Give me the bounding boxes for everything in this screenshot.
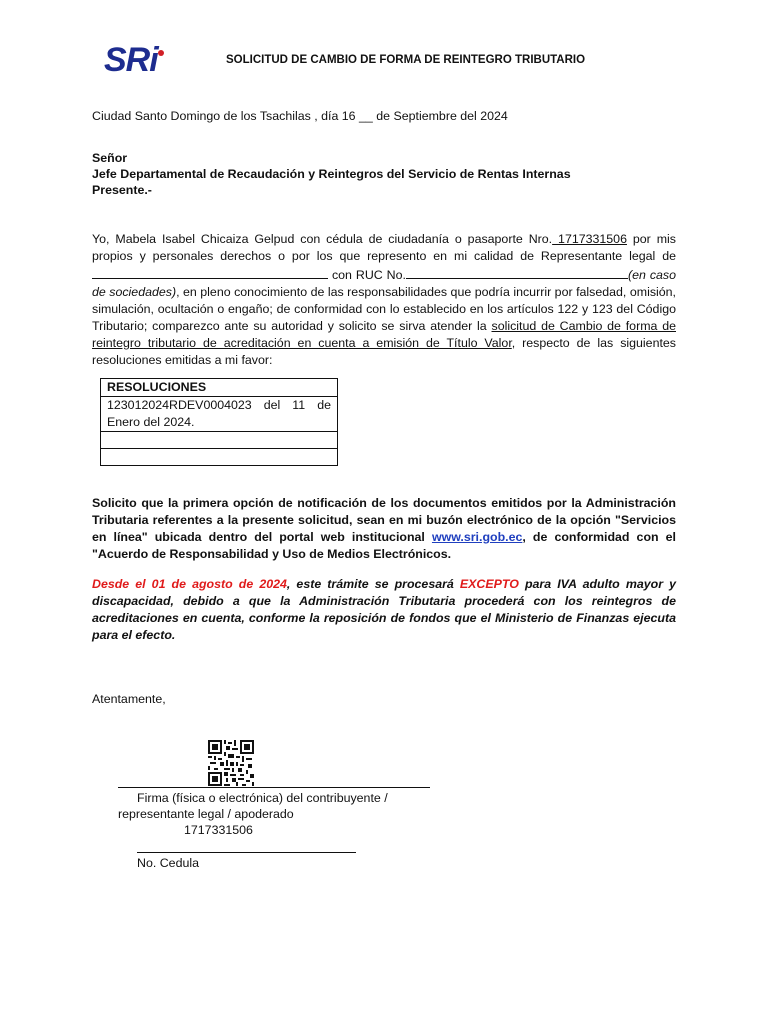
resolution-row-empty <box>101 432 338 449</box>
sri-logo-text: SRi <box>104 41 158 79</box>
cedula-label: No. Cedula <box>137 856 199 870</box>
resolutions-header: RESOLUCIONES <box>101 379 338 397</box>
city-date-line: Ciudad Santo Domingo de los Tsachilas , día 16 __ de Septiembre del 2024 <box>92 109 508 123</box>
request-type: solicitud de Cambio de forma de reintegro tributario de acreditación en cuenta a emisión de Título Valor <box>92 319 676 350</box>
signature-caption-2: representante legal / apoderado <box>118 807 294 821</box>
body-ruc: con RUC No. <box>328 268 406 282</box>
signature-caption-1: Firma (física o electrónica) del contribuyente / <box>137 791 388 805</box>
body-sociedades: (en caso de sociedades) <box>92 268 677 299</box>
notice-paragraph <box>92 576 676 644</box>
document-title: SOLICITUD DE CAMBIO DE FORMA DE REINTEGRO TRIBUTARIO <box>226 54 586 66</box>
request-paragraph <box>92 231 676 369</box>
body-conocimiento: , en pleno conocimiento de las responsabilidades que podría incurrir por falsedad, omisión, simulación, ocultación o engaño; de conformidad con lo establecido en los artículos 122 y 123 del Código Tributario; comparezco ante su autoridad y solicito se sirva atender la <box>92 285 676 333</box>
representative-blank <box>92 265 328 279</box>
body-intro: Yo, Mabela Isabel Chicaiza Gelpud con cédula de ciudadanía o pasaporte Nro. <box>92 232 553 246</box>
resolutions-table <box>100 378 338 466</box>
sri-website-link[interactable]: www.sri.gob.ec <box>431 530 523 544</box>
signature-line <box>118 787 430 788</box>
sri-logo <box>104 40 168 80</box>
notice-excepto: EXCEPTO <box>459 577 519 591</box>
cedula-number: 1717331506 <box>184 823 253 837</box>
resolution-row-empty <box>101 449 338 466</box>
notification-text-end: , de conformidad con el "Acuerdo de Responsabilidad y Uso de Medios Electrónicos. <box>92 530 676 561</box>
notification-text: Solicito que la primera opción de notificación de los documentos emitidos por la Administración Tributaria referentes a la presente solicitud, sean en mi buzón electrónico de la opción "Servicios en línea" ubicada dentro del portal web institucional <box>92 496 676 544</box>
body-respecto: , respecto de las siguientes resoluciones emitidas a mi favor: <box>92 336 676 367</box>
notice-text: , este trámite se procesará <box>286 577 460 591</box>
notification-paragraph <box>92 495 676 563</box>
closing: Atentamente, <box>92 692 166 706</box>
notice-date: Desde el 01 de agosto de 2024 <box>92 577 287 591</box>
resolution-row: 123012024RDEV0004023 del 11 de Enero del 2024. <box>101 397 338 432</box>
body-rep: por mis propios y personales derechos o por los que represento en mi calidad de Representante legal de <box>92 232 676 263</box>
salutation: Señor <box>92 151 128 165</box>
presente: Presente.- <box>92 183 152 197</box>
id-number: 1717331506 <box>552 232 627 246</box>
logo-dot <box>158 50 164 56</box>
ruc-blank <box>406 265 628 279</box>
cedula-line <box>137 852 356 853</box>
qr-code-icon <box>208 740 254 786</box>
notice-text-end: para IVA adulto mayor y discapacidad, debido a que la Administración Tributaria procederá con los reintegros de acreditaciones en cuenta, conforme la reposición de fondos que el Ministerio de Finanzas ejecuta para el efecto. <box>92 577 676 642</box>
recipient: Jefe Departamental de Recaudación y Reintegros del Servicio de Rentas Internas <box>92 167 571 181</box>
